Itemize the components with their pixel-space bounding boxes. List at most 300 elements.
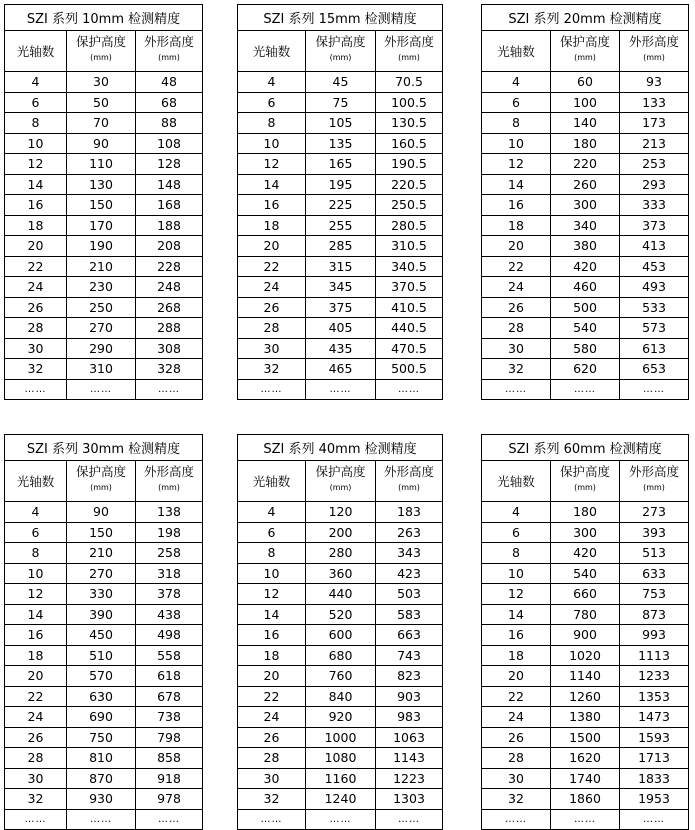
table-row <box>482 666 689 687</box>
axis-count-cell: 12 <box>238 154 306 175</box>
header-unit: (mm) <box>551 481 620 502</box>
axis-count-cell: 30 <box>482 768 551 789</box>
outer-height-cell: 753 <box>620 584 689 605</box>
outer-height-cell: 343 <box>376 543 443 564</box>
outer-height-cell: 413 <box>620 236 689 257</box>
header-unit: (mm) <box>376 51 443 72</box>
axis-count-cell: 6 <box>5 92 67 113</box>
ellipsis-row <box>5 379 203 400</box>
table-row <box>238 645 443 666</box>
outer-height-cell: 500.5 <box>376 359 443 380</box>
axis-count-cell: 26 <box>238 727 306 748</box>
axis-count-cell: 6 <box>238 522 306 543</box>
axis-count-cell: 6 <box>482 522 551 543</box>
protection-height-cell: 660 <box>551 584 620 605</box>
axis-count-cell: 28 <box>238 748 306 769</box>
outer-height-cell: 663 <box>376 625 443 646</box>
protection-height-cell: 310 <box>67 359 136 380</box>
outer-height-cell: 128 <box>136 154 203 175</box>
axis-count-cell: 22 <box>238 256 306 277</box>
axis-count-cell: 8 <box>5 543 67 564</box>
outer-height-cell: 1223 <box>376 768 443 789</box>
protection-height-cell: 100 <box>551 92 620 113</box>
protection-height-cell: 270 <box>67 318 136 339</box>
axis-count-cell: 26 <box>5 727 67 748</box>
table-row <box>482 113 689 134</box>
protection-height-cell: 1080 <box>306 748 376 769</box>
axis-count-cell: 22 <box>482 686 551 707</box>
axis-count-cell: 28 <box>238 318 306 339</box>
outer-height-cell: 738 <box>136 707 203 728</box>
axis-count-cell: 8 <box>238 543 306 564</box>
protection-height-cell: 1740 <box>551 768 620 789</box>
table-row <box>238 277 443 298</box>
axis-count-cell: 6 <box>5 522 67 543</box>
ellipsis-cell: …… <box>620 379 689 400</box>
axis-count-cell: 16 <box>482 195 551 216</box>
protection-height-cell: 540 <box>551 318 620 339</box>
table-row <box>482 174 689 195</box>
protection-height-cell: 315 <box>306 256 376 277</box>
outer-height-cell: 258 <box>136 543 203 564</box>
table-row <box>238 154 443 175</box>
outer-height-cell: 173 <box>620 113 689 134</box>
ellipsis-cell: …… <box>67 379 136 400</box>
outer-height-cell: 533 <box>620 297 689 318</box>
protection-height-cell: 1620 <box>551 748 620 769</box>
ellipsis-row <box>238 809 443 830</box>
outer-height-cell: 168 <box>136 195 203 216</box>
table-row <box>482 563 689 584</box>
table-row <box>5 256 203 277</box>
header-protection-height: 保护高度 <box>551 31 620 52</box>
protection-height-cell: 1380 <box>551 707 620 728</box>
axis-count-cell: 32 <box>482 789 551 810</box>
protection-height-cell: 290 <box>67 338 136 359</box>
axis-count-cell: 30 <box>238 338 306 359</box>
table-row <box>5 686 203 707</box>
outer-height-cell: 983 <box>376 707 443 728</box>
outer-height-cell: 310.5 <box>376 236 443 257</box>
axis-count-cell: 18 <box>238 215 306 236</box>
axis-count-cell: 4 <box>482 502 551 523</box>
axis-count-cell: 22 <box>5 686 67 707</box>
table-row <box>5 154 203 175</box>
table-row <box>482 707 689 728</box>
outer-height-cell: 1303 <box>376 789 443 810</box>
axis-count-cell: 10 <box>482 563 551 584</box>
header-protection-height: 保护高度 <box>306 31 376 52</box>
table-row <box>238 318 443 339</box>
protection-height-cell: 190 <box>67 236 136 257</box>
outer-height-cell: 70.5 <box>376 72 443 93</box>
axis-count-cell: 18 <box>5 215 67 236</box>
protection-height-cell: 30 <box>67 72 136 93</box>
table-row <box>5 502 203 523</box>
table-row <box>482 522 689 543</box>
outer-height-cell: 1233 <box>620 666 689 687</box>
table-row <box>482 686 689 707</box>
protection-height-cell: 345 <box>306 277 376 298</box>
header-unit: (mm) <box>136 481 203 502</box>
table-row <box>238 686 443 707</box>
protection-height-cell: 375 <box>306 297 376 318</box>
outer-height-cell: 1113 <box>620 645 689 666</box>
protection-height-cell: 150 <box>67 195 136 216</box>
table-row <box>238 338 443 359</box>
table-row <box>482 92 689 113</box>
protection-height-cell: 630 <box>67 686 136 707</box>
table-row <box>482 297 689 318</box>
ellipsis-cell: …… <box>136 809 203 830</box>
table-row <box>238 543 443 564</box>
outer-height-cell: 470.5 <box>376 338 443 359</box>
protection-height-cell: 435 <box>306 338 376 359</box>
axis-count-cell: 10 <box>238 563 306 584</box>
protection-height-cell: 1000 <box>306 727 376 748</box>
axis-count-cell: 32 <box>5 789 67 810</box>
header-unit: (mm) <box>551 51 620 72</box>
axis-count-cell: 4 <box>238 502 306 523</box>
outer-height-cell: 978 <box>136 789 203 810</box>
axis-count-cell: 22 <box>482 256 551 277</box>
axis-count-cell: 24 <box>5 707 67 728</box>
table-row <box>5 768 203 789</box>
table-row <box>482 133 689 154</box>
outer-height-cell: 453 <box>620 256 689 277</box>
protection-height-cell: 1240 <box>306 789 376 810</box>
table-title: SZI 系列 15mm 检测精度 <box>238 5 443 31</box>
protection-height-cell: 750 <box>67 727 136 748</box>
protection-height-cell: 420 <box>551 256 620 277</box>
protection-height-cell: 120 <box>306 502 376 523</box>
ellipsis-cell: …… <box>238 379 306 400</box>
protection-height-cell: 810 <box>67 748 136 769</box>
table-row <box>238 113 443 134</box>
outer-height-cell: 503 <box>376 584 443 605</box>
outer-height-cell: 410.5 <box>376 297 443 318</box>
axis-count-cell: 16 <box>5 195 67 216</box>
axis-count-cell: 30 <box>238 768 306 789</box>
protection-height-cell: 260 <box>551 174 620 195</box>
table-row <box>238 502 443 523</box>
outer-height-cell: 1833 <box>620 768 689 789</box>
protection-height-cell: 1860 <box>551 789 620 810</box>
axis-count-cell: 20 <box>5 236 67 257</box>
table-row <box>5 92 203 113</box>
axis-count-cell: 28 <box>482 318 551 339</box>
spec-table <box>481 434 689 830</box>
outer-height-cell: 513 <box>620 543 689 564</box>
outer-height-cell: 1953 <box>620 789 689 810</box>
axis-count-cell: 12 <box>482 584 551 605</box>
outer-height-cell: 678 <box>136 686 203 707</box>
table-row <box>482 359 689 380</box>
table-row <box>5 727 203 748</box>
table-row <box>238 604 443 625</box>
table-row <box>482 318 689 339</box>
axis-count-cell: 24 <box>238 707 306 728</box>
protection-height-cell: 140 <box>551 113 620 134</box>
outer-height-cell: 873 <box>620 604 689 625</box>
protection-height-cell: 50 <box>67 92 136 113</box>
ellipsis-cell: …… <box>620 809 689 830</box>
outer-height-cell: 208 <box>136 236 203 257</box>
spec-table <box>4 434 203 830</box>
outer-height-cell: 188 <box>136 215 203 236</box>
header-protection-height: 保护高度 <box>67 461 136 482</box>
protection-height-cell: 180 <box>551 133 620 154</box>
table-row <box>238 236 443 257</box>
outer-height-cell: 100.5 <box>376 92 443 113</box>
header-unit: (mm) <box>306 51 376 72</box>
outer-height-cell: 308 <box>136 338 203 359</box>
axis-count-cell: 24 <box>5 277 67 298</box>
table-row <box>5 543 203 564</box>
table-row <box>5 236 203 257</box>
ellipsis-row <box>482 379 689 400</box>
protection-height-cell: 210 <box>67 256 136 277</box>
ellipsis-cell: …… <box>482 379 551 400</box>
axis-count-cell: 16 <box>238 625 306 646</box>
table-row <box>238 256 443 277</box>
table-row <box>482 277 689 298</box>
table-row <box>238 727 443 748</box>
outer-height-cell: 333 <box>620 195 689 216</box>
protection-height-cell: 690 <box>67 707 136 728</box>
table-row <box>238 748 443 769</box>
table-row <box>5 707 203 728</box>
outer-height-cell: 280.5 <box>376 215 443 236</box>
table-row <box>238 359 443 380</box>
axis-count-cell: 14 <box>482 174 551 195</box>
axis-count-cell: 4 <box>5 72 67 93</box>
axis-count-cell: 14 <box>238 174 306 195</box>
table-title: SZI 系列 20mm 检测精度 <box>482 5 689 31</box>
protection-height-cell: 300 <box>551 195 620 216</box>
protection-height-cell: 280 <box>306 543 376 564</box>
axis-count-cell: 10 <box>5 563 67 584</box>
ellipsis-cell: …… <box>306 379 376 400</box>
outer-height-cell: 138 <box>136 502 203 523</box>
outer-height-cell: 743 <box>376 645 443 666</box>
protection-height-cell: 90 <box>67 133 136 154</box>
protection-height-cell: 195 <box>306 174 376 195</box>
axis-count-cell: 28 <box>5 748 67 769</box>
table-row <box>482 584 689 605</box>
header-unit: (mm) <box>136 51 203 72</box>
axis-count-cell: 16 <box>238 195 306 216</box>
table-row <box>482 604 689 625</box>
table-row <box>482 236 689 257</box>
spec-table <box>237 434 443 830</box>
table-row <box>5 72 203 93</box>
protection-height-cell: 45 <box>306 72 376 93</box>
axis-count-cell: 6 <box>238 92 306 113</box>
protection-height-cell: 570 <box>67 666 136 687</box>
table-row <box>5 297 203 318</box>
axis-count-cell: 26 <box>238 297 306 318</box>
protection-height-cell: 300 <box>551 522 620 543</box>
outer-height-cell: 88 <box>136 113 203 134</box>
outer-height-cell: 1143 <box>376 748 443 769</box>
ellipsis-cell: …… <box>136 379 203 400</box>
protection-height-cell: 1140 <box>551 666 620 687</box>
outer-height-cell: 498 <box>136 625 203 646</box>
axis-count-cell: 22 <box>238 686 306 707</box>
protection-height-cell: 390 <box>67 604 136 625</box>
header-protection-height: 保护高度 <box>67 31 136 52</box>
axis-count-cell: 30 <box>5 338 67 359</box>
protection-height-cell: 220 <box>551 154 620 175</box>
protection-height-cell: 600 <box>306 625 376 646</box>
axis-count-cell: 18 <box>482 215 551 236</box>
table-row <box>5 215 203 236</box>
axis-count-cell: 18 <box>5 645 67 666</box>
protection-height-cell: 105 <box>306 113 376 134</box>
protection-height-cell: 540 <box>551 563 620 584</box>
protection-height-cell: 1260 <box>551 686 620 707</box>
header-outer-height: 外形高度 <box>376 461 443 482</box>
outer-height-cell: 653 <box>620 359 689 380</box>
axis-count-cell: 4 <box>238 72 306 93</box>
outer-height-cell: 133 <box>620 92 689 113</box>
axis-count-cell: 32 <box>238 359 306 380</box>
table-row <box>238 174 443 195</box>
outer-height-cell: 228 <box>136 256 203 277</box>
axis-count-cell: 30 <box>482 338 551 359</box>
protection-height-cell: 450 <box>67 625 136 646</box>
table-row <box>482 768 689 789</box>
header-unit: (mm) <box>67 51 136 72</box>
outer-height-cell: 1353 <box>620 686 689 707</box>
protection-height-cell: 330 <box>67 584 136 605</box>
header-outer-height: 外形高度 <box>376 31 443 52</box>
axis-count-cell: 26 <box>482 297 551 318</box>
outer-height-cell: 190.5 <box>376 154 443 175</box>
protection-height-cell: 110 <box>67 154 136 175</box>
protection-height-cell: 1500 <box>551 727 620 748</box>
table-row <box>5 625 203 646</box>
protection-height-cell: 620 <box>551 359 620 380</box>
outer-height-cell: 858 <box>136 748 203 769</box>
header-outer-height: 外形高度 <box>136 461 203 482</box>
table-row <box>482 215 689 236</box>
ellipsis-row <box>238 379 443 400</box>
outer-height-cell: 573 <box>620 318 689 339</box>
table-title: SZI 系列 40mm 检测精度 <box>238 435 443 461</box>
table-title: SZI 系列 10mm 检测精度 <box>5 5 203 31</box>
protection-height-cell: 60 <box>551 72 620 93</box>
header-unit: (mm) <box>620 481 689 502</box>
outer-height-cell: 798 <box>136 727 203 748</box>
outer-height-cell: 438 <box>136 604 203 625</box>
outer-height-cell: 613 <box>620 338 689 359</box>
table-row <box>482 256 689 277</box>
table-row <box>482 154 689 175</box>
axis-count-cell: 8 <box>238 113 306 134</box>
protection-height-cell: 210 <box>67 543 136 564</box>
axis-count-cell: 12 <box>5 584 67 605</box>
axis-count-cell: 28 <box>5 318 67 339</box>
outer-height-cell: 130.5 <box>376 113 443 134</box>
table-row <box>5 645 203 666</box>
outer-height-cell: 583 <box>376 604 443 625</box>
outer-height-cell: 340.5 <box>376 256 443 277</box>
outer-height-cell: 148 <box>136 174 203 195</box>
ellipsis-row <box>5 809 203 830</box>
outer-height-cell: 318 <box>136 563 203 584</box>
protection-height-cell: 200 <box>306 522 376 543</box>
table-row <box>5 113 203 134</box>
protection-height-cell: 1020 <box>551 645 620 666</box>
outer-height-cell: 288 <box>136 318 203 339</box>
outer-height-cell: 618 <box>136 666 203 687</box>
header-axis-count: 光轴数 <box>482 31 551 72</box>
table-row <box>482 195 689 216</box>
outer-height-cell: 393 <box>620 522 689 543</box>
protection-height-cell: 230 <box>67 277 136 298</box>
table-row <box>482 789 689 810</box>
table-row <box>5 748 203 769</box>
table-row <box>238 707 443 728</box>
outer-height-cell: 558 <box>136 645 203 666</box>
ellipsis-cell: …… <box>551 379 620 400</box>
ellipsis-cell: …… <box>376 379 443 400</box>
outer-height-cell: 373 <box>620 215 689 236</box>
outer-height-cell: 1593 <box>620 727 689 748</box>
ellipsis-cell: …… <box>238 809 306 830</box>
table-row <box>5 604 203 625</box>
protection-height-cell: 170 <box>67 215 136 236</box>
table-row <box>482 502 689 523</box>
axis-count-cell: 30 <box>5 768 67 789</box>
protection-height-cell: 840 <box>306 686 376 707</box>
outer-height-cell: 370.5 <box>376 277 443 298</box>
axis-count-cell: 20 <box>238 236 306 257</box>
outer-height-cell: 48 <box>136 72 203 93</box>
axis-count-cell: 8 <box>482 543 551 564</box>
axis-count-cell: 24 <box>482 707 551 728</box>
outer-height-cell: 423 <box>376 563 443 584</box>
outer-height-cell: 263 <box>376 522 443 543</box>
spec-table <box>4 4 203 400</box>
protection-height-cell: 130 <box>67 174 136 195</box>
outer-height-cell: 213 <box>620 133 689 154</box>
table-row <box>5 133 203 154</box>
protection-height-cell: 1160 <box>306 768 376 789</box>
table-row <box>482 625 689 646</box>
axis-count-cell: 20 <box>5 666 67 687</box>
axis-count-cell: 16 <box>482 625 551 646</box>
outer-height-cell: 68 <box>136 92 203 113</box>
protection-height-cell: 270 <box>67 563 136 584</box>
axis-count-cell: 28 <box>482 748 551 769</box>
ellipsis-cell: …… <box>376 809 443 830</box>
header-outer-height: 外形高度 <box>136 31 203 52</box>
ellipsis-cell: …… <box>5 379 67 400</box>
ellipsis-cell: …… <box>551 809 620 830</box>
header-axis-count: 光轴数 <box>238 461 306 502</box>
axis-count-cell: 18 <box>238 645 306 666</box>
outer-height-cell: 253 <box>620 154 689 175</box>
protection-height-cell: 920 <box>306 707 376 728</box>
axis-count-cell: 10 <box>238 133 306 154</box>
axis-count-cell: 32 <box>238 789 306 810</box>
header-unit: (mm) <box>67 481 136 502</box>
axis-count-cell: 20 <box>238 666 306 687</box>
outer-height-cell: 220.5 <box>376 174 443 195</box>
